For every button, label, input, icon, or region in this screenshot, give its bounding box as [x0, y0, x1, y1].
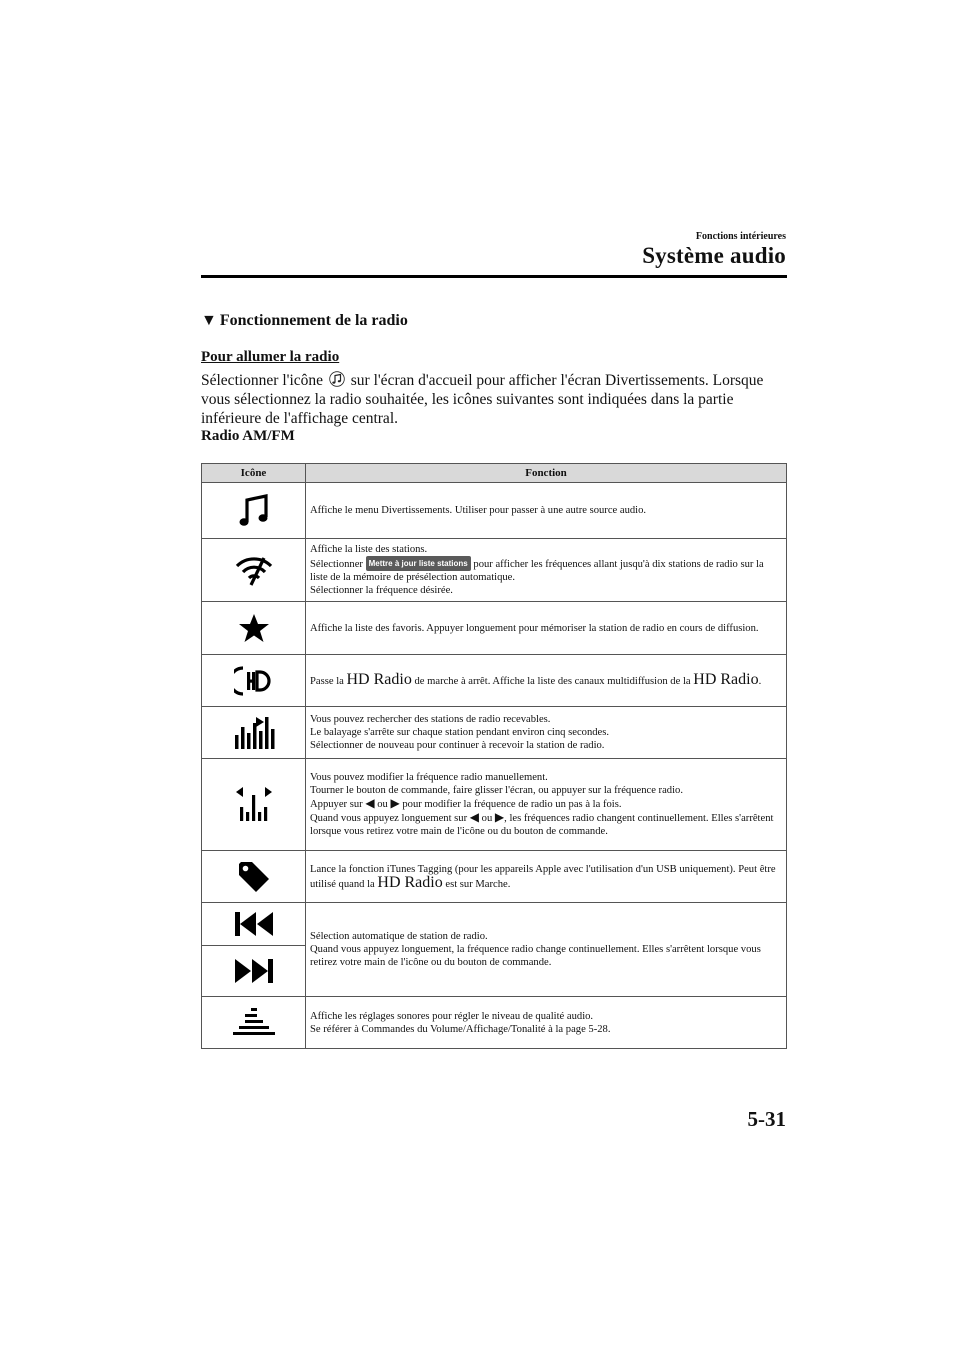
function-line: Tourner le bouton de commande, faire glisser l'écran, ou appuyer sur la fréquence radio.	[310, 785, 683, 796]
hd-radio-label: HD Radio	[346, 671, 412, 688]
table-row	[202, 655, 787, 707]
function-line	[310, 811, 782, 838]
function-line: Se référer à Commandes du Volume/Affichage/Tonalité à la page 5-28.	[310, 1023, 611, 1035]
equalizer-icon	[233, 1006, 275, 1040]
manual-tune-icon	[234, 785, 274, 825]
function-cell: Affiche la liste des favoris. Appuyer longuement pour mémoriser la station de radio en cours de diffusion.	[306, 602, 787, 655]
page-number: 5-31	[747, 1107, 786, 1131]
table-row	[202, 997, 787, 1049]
left-arrow-icon: ◀	[365, 796, 375, 810]
function-text: de marche à arrêt. Affiche la liste des canaux multidiffusion de la	[414, 676, 691, 687]
function-line	[310, 797, 782, 811]
function-text: .	[758, 676, 762, 687]
function-line: Quand vous appuyez longuement, la fréquence radio change continuellement. Elles s'arrêtent lorsque vous retirez votre main de l'icône ou du bouton de commande.	[310, 944, 761, 968]
section-title: Système audio	[642, 243, 786, 268]
icon-function-table	[201, 463, 787, 1049]
function-cell	[306, 759, 787, 851]
table-row	[202, 483, 787, 539]
function-line	[310, 556, 782, 584]
function-text: Passe la	[310, 676, 344, 687]
music-note-icon	[237, 493, 271, 529]
radio-am-fm-label: Radio AM/FM	[201, 428, 295, 444]
function-text: Sélectionner	[310, 559, 363, 570]
music-note-inline-icon	[329, 371, 345, 387]
function-cell	[306, 851, 787, 903]
function-cell: Affiche le menu Divertissements. Utiliser pour passer à une autre source audio.	[306, 483, 787, 539]
triangle-marker-icon: ▼	[201, 312, 217, 329]
left-arrow-icon: ◀	[469, 810, 479, 824]
function-text: Lance la fonction iTunes Tagging (pour les appareils Apple avec l'utilisation d'un USB uniquement). Peut être utilisé quand la	[310, 863, 776, 890]
seek-forward-icon	[232, 957, 276, 985]
function-text: pour modifier la fréquence de radio un pas à la fois.	[402, 799, 622, 810]
function-text: Quand vous appuyez longuement sur	[310, 813, 468, 824]
subheading: Pour allumer la radio	[201, 349, 340, 365]
function-line: Affiche la liste des stations.	[310, 544, 428, 555]
function-text: ou	[377, 799, 388, 810]
intro-text-1: Sélectionner l'icône	[201, 372, 324, 389]
right-arrow-icon: ▶	[390, 796, 400, 810]
function-cell	[306, 539, 787, 602]
function-text: pour afficher les fréquences allant jusqu'à dix stations de radio sur la liste de la mémoire de présélection automatique.	[310, 559, 764, 583]
header-rule	[201, 275, 787, 278]
seek-back-icon	[232, 910, 276, 938]
function-line: Vous pouvez rechercher des stations de radio recevables.	[310, 714, 551, 725]
hd-radio-label: HD Radio	[377, 873, 443, 891]
function-line: Sélection automatique de station de radio.	[310, 931, 488, 942]
table-row	[202, 602, 787, 655]
function-column-header: Fonction	[306, 464, 787, 483]
tag-icon	[237, 860, 271, 894]
star-icon	[238, 613, 270, 643]
function-line: Le balayage s'arrête sur chaque station pendant environ cinq secondes.	[310, 727, 610, 738]
function-cell	[306, 997, 787, 1049]
function-line: Vous pouvez modifier la fréquence radio manuellement.	[310, 772, 548, 783]
hd-radio-label: HD Radio	[693, 671, 759, 688]
function-cell	[306, 707, 787, 759]
function-text: ou	[481, 813, 493, 824]
function-text: est sur Marche.	[445, 878, 511, 890]
chapter-title: Fonctions intérieures	[695, 231, 786, 242]
table-row	[202, 903, 787, 946]
table-row	[202, 851, 787, 903]
function-cell	[306, 655, 787, 707]
section-heading	[201, 312, 408, 330]
scan-icon	[233, 715, 275, 751]
heading-text: Fonctionnement de la radio	[219, 312, 408, 329]
hd-radio-icon	[234, 664, 274, 698]
function-cell	[306, 903, 787, 997]
table-row	[202, 707, 787, 759]
intro-paragraph	[201, 371, 787, 428]
right-arrow-icon: ▶	[494, 810, 505, 824]
table-row	[202, 759, 787, 851]
icon-column-header: Icône	[202, 464, 306, 483]
update-station-list-button: Mettre à jour liste stations	[366, 556, 471, 571]
function-line: Sélectionner la fréquence désirée.	[310, 585, 453, 596]
table-header-row	[202, 464, 787, 483]
station-list-icon	[234, 552, 274, 588]
function-line: Sélectionner de nouveau pour continuer à recevoir la station de radio.	[310, 740, 605, 751]
table-row	[202, 539, 787, 602]
function-text: , les fréquences radio changent continuellement. Elles s'arrêtent lorsque vous retirez votre main de l'icône ou du bouton de commande.	[310, 813, 774, 837]
function-line: Affiche les réglages sonores pour régler le niveau de qualité audio.	[310, 1010, 594, 1022]
intro-text-2: sur l'écran d'accueil pour afficher l'écran Divertissements. Lorsque vous sélectionnez la radio souhaitée, les icônes suivantes sont indiquées dans la partie inférieure de l'affichage central.	[201, 372, 764, 427]
function-text: Appuyer sur	[310, 799, 363, 810]
